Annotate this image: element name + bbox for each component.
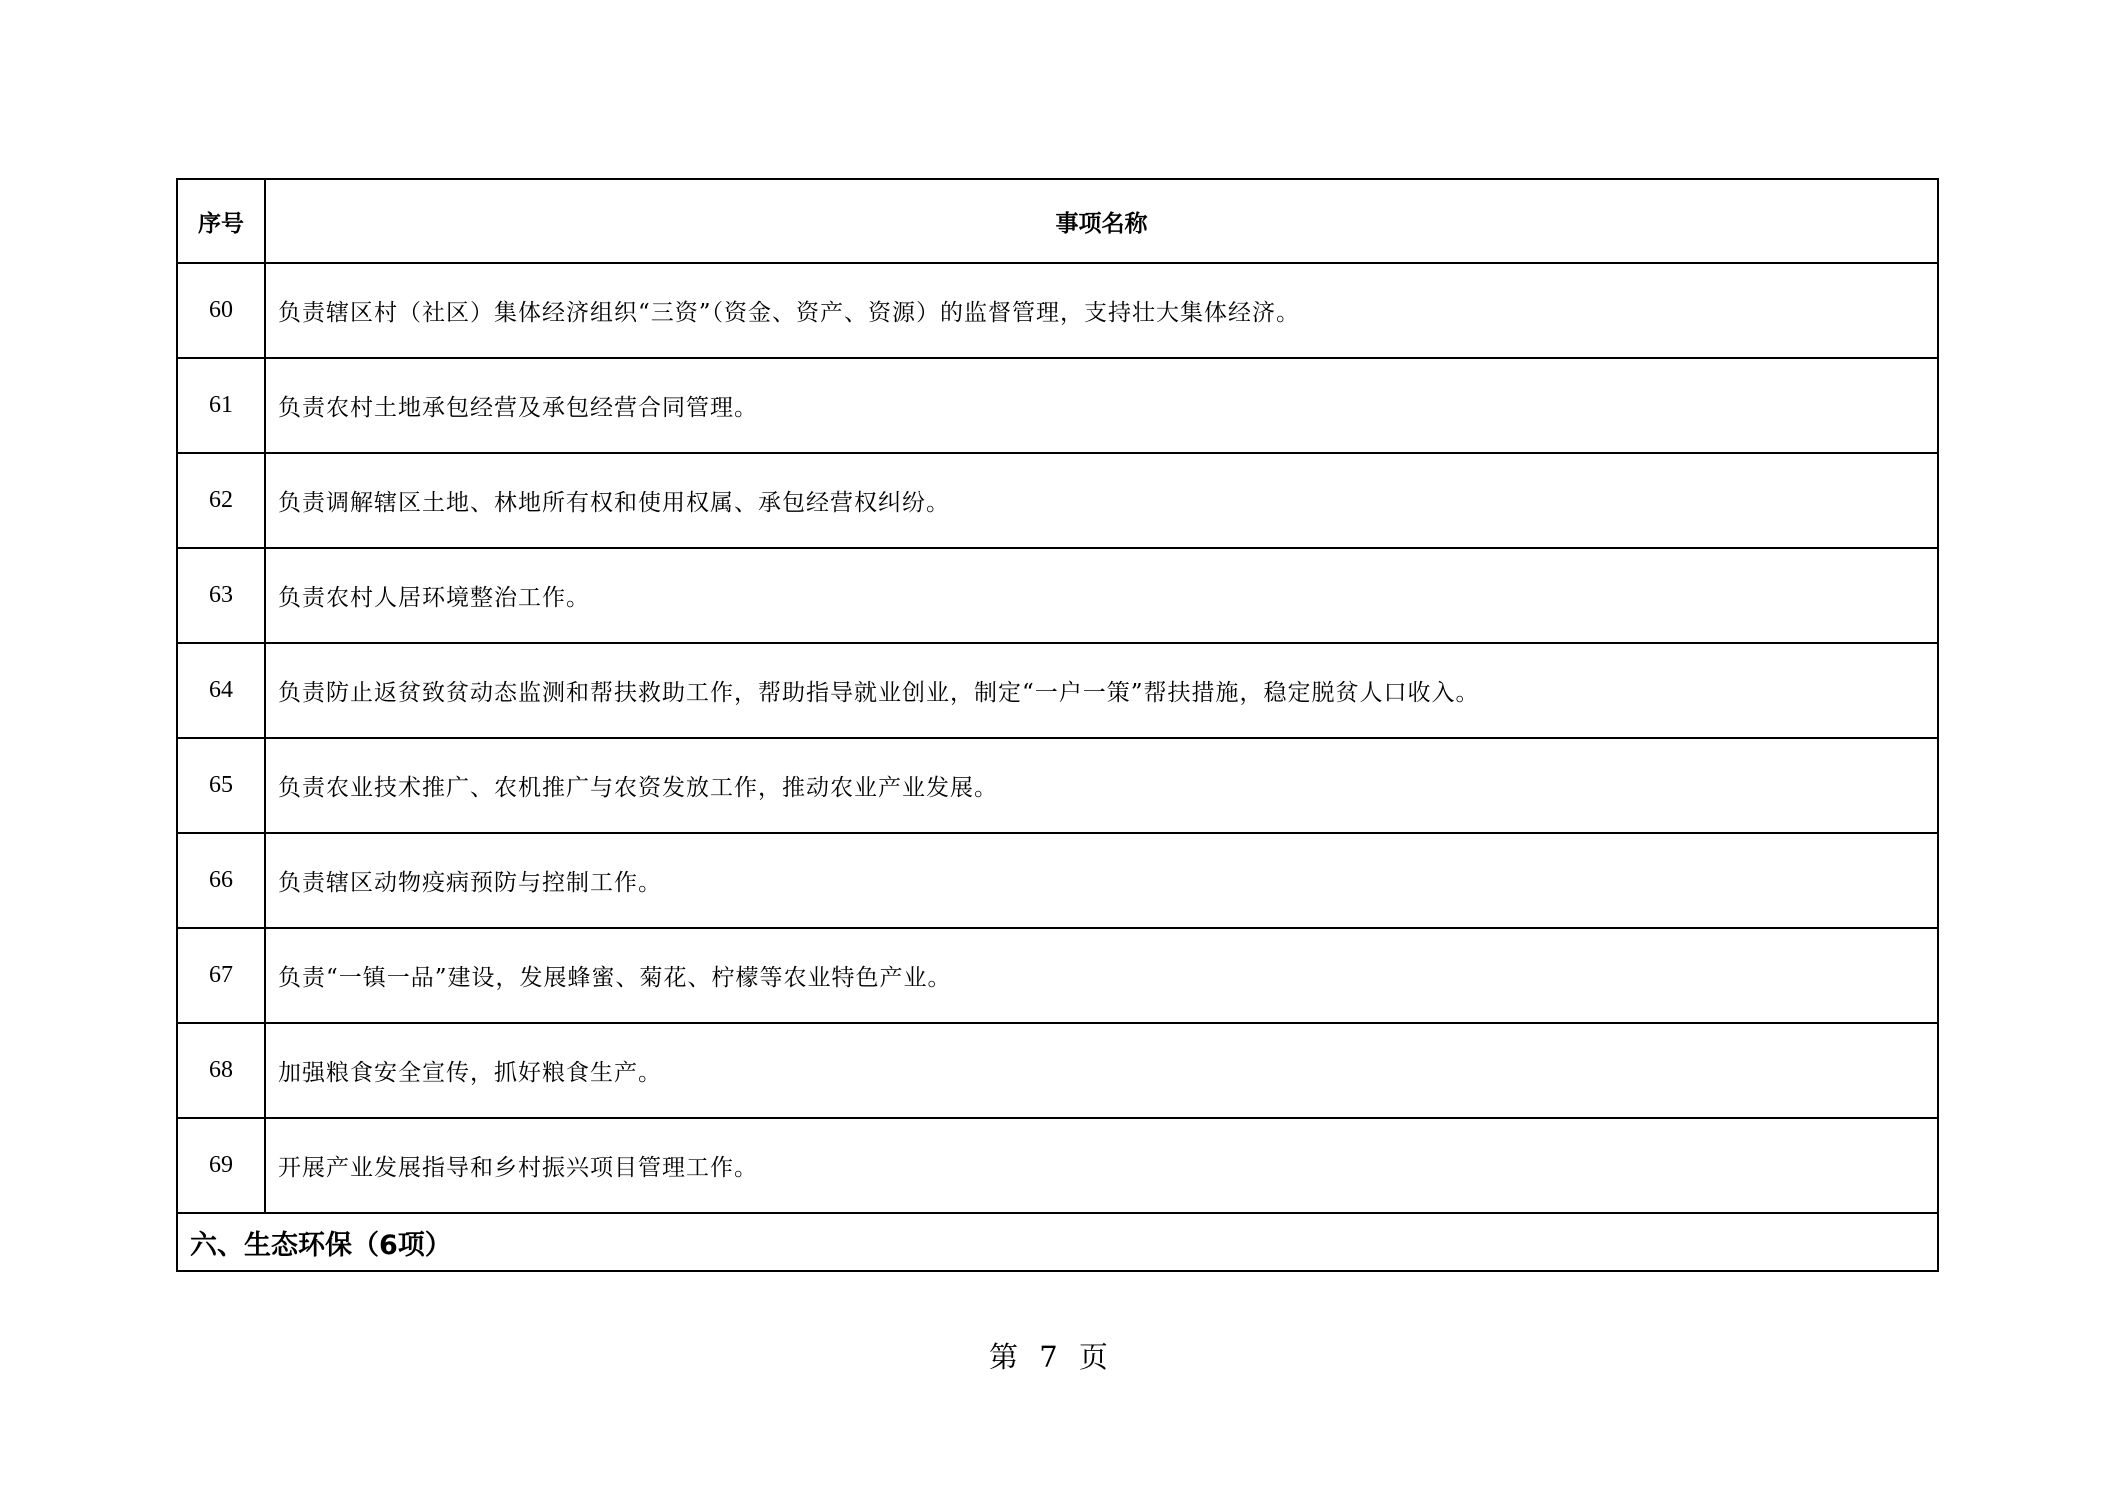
row-item-name: 加强粮食安全宣传，抓好粮食生产。 bbox=[265, 1023, 1938, 1118]
page-number: 第 7 页 bbox=[989, 1340, 1114, 1374]
row-item-name: 负责辖区村（社区）集体经济组织“三资”（资金、资产、资源）的监督管理，支持壮大集体经济。 bbox=[265, 263, 1938, 358]
table-row bbox=[177, 263, 1938, 358]
table-header-row bbox=[177, 179, 1938, 263]
row-item-name: 负责农业技术推广、农机推广与农资发放工作，推动农业产业发展。 bbox=[265, 738, 1938, 833]
header-item-name: 事项名称 bbox=[265, 179, 1938, 263]
responsibility-table bbox=[176, 178, 1939, 1272]
table-row bbox=[177, 738, 1938, 833]
row-item-name: 负责辖区动物疫病预防与控制工作。 bbox=[265, 833, 1938, 928]
table-row bbox=[177, 358, 1938, 453]
row-number: 62 bbox=[177, 453, 265, 548]
table-row bbox=[177, 643, 1938, 738]
row-number: 69 bbox=[177, 1118, 265, 1213]
row-item-name: 负责“一镇一品”建设，发展蜂蜜、菊花、柠檬等农业特色产业。 bbox=[265, 928, 1938, 1023]
row-number: 66 bbox=[177, 833, 265, 928]
row-number: 64 bbox=[177, 643, 265, 738]
table-row bbox=[177, 1023, 1938, 1118]
row-item-name: 负责农村人居环境整治工作。 bbox=[265, 548, 1938, 643]
row-number: 61 bbox=[177, 358, 265, 453]
row-number: 65 bbox=[177, 738, 265, 833]
table-row bbox=[177, 1118, 1938, 1213]
row-number: 63 bbox=[177, 548, 265, 643]
row-item-name: 开展产业发展指导和乡村振兴项目管理工作。 bbox=[265, 1118, 1938, 1213]
table-row bbox=[177, 928, 1938, 1023]
table-row bbox=[177, 833, 1938, 928]
row-item-name: 负责防止返贫致贫动态监测和帮扶救助工作，帮助指导就业创业，制定“一户一策”帮扶措施，稳定脱贫人口收入。 bbox=[265, 643, 1938, 738]
section-heading: 六、生态环保（6项） bbox=[177, 1213, 1938, 1271]
table-row bbox=[177, 548, 1938, 643]
row-number: 60 bbox=[177, 263, 265, 358]
row-item-name: 负责调解辖区土地、林地所有权和使用权属、承包经营权纠纷。 bbox=[265, 453, 1938, 548]
table-row bbox=[177, 453, 1938, 548]
row-number: 68 bbox=[177, 1023, 265, 1118]
header-serial-number: 序号 bbox=[177, 179, 265, 263]
row-number: 67 bbox=[177, 928, 265, 1023]
row-item-name: 负责农村土地承包经营及承包经营合同管理。 bbox=[265, 358, 1938, 453]
section-heading-row bbox=[177, 1213, 1938, 1271]
